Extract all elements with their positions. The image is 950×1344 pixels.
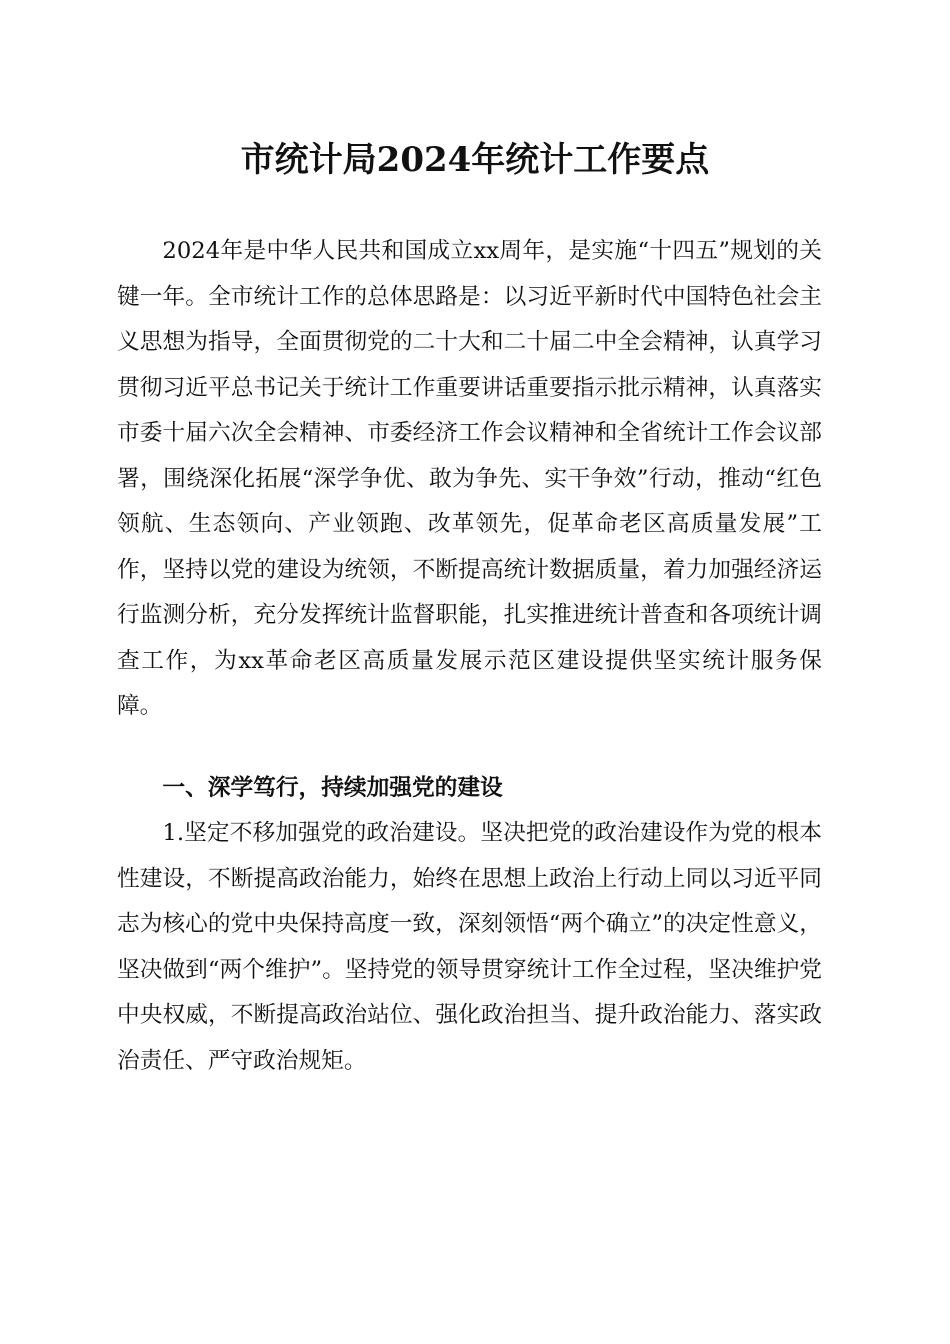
intro-paragraph: 2024年是中华人民共和国成立xx周年，是实施“十四五”规划的关键一年。全市统计工作的总体思路是：以习近平新时代中国特色社会主义思想为指导，全面贯彻党的二十大和二十届二中全会精神，认真学习贯彻习近平总书记关于统计工作重要讲话重要指示批示精神，认真落实市委十届六次全会精神、市委经济工作会议精神和全省统计工作会议部署，围绕深化拓展“深学争优、敢为争先、实干争效”行动，推动“红色领航、生态领向、产业领跑、改革领先，促革命老区高质量发展”工作，坚持以党的建设为统领，不断提高统计数据质量，着力加强经济运行监测分析，充分发挥统计监督职能，扎实推进统计普查和各项统计调查工作，为xx革命老区高质量发展示范区建设提供坚实统计服务保障。 — [117, 238, 822, 719]
page-title: 市统计局2024年统计工作要点 — [240, 140, 710, 180]
section-heading: 一、深学笃行，持续加强党的建设 — [162, 775, 503, 801]
section-paragraph: 1.坚定不移加强党的政治建设。坚决把党的政治建设作为党的根本性建设，不断提高政治能力，始终在思想上政治上行动上同以习近平同志为核心的党中央保持高度一致，深刻领悟“两个确立”的决定性意义，坚决做到“两个维护”。坚持党的领导贯穿统计工作全过程，坚决维护党中央权威，不断提高政治站位、强化政治担当、提升政治能力、落实政治责任、严守政治规矩。 — [117, 820, 822, 1074]
